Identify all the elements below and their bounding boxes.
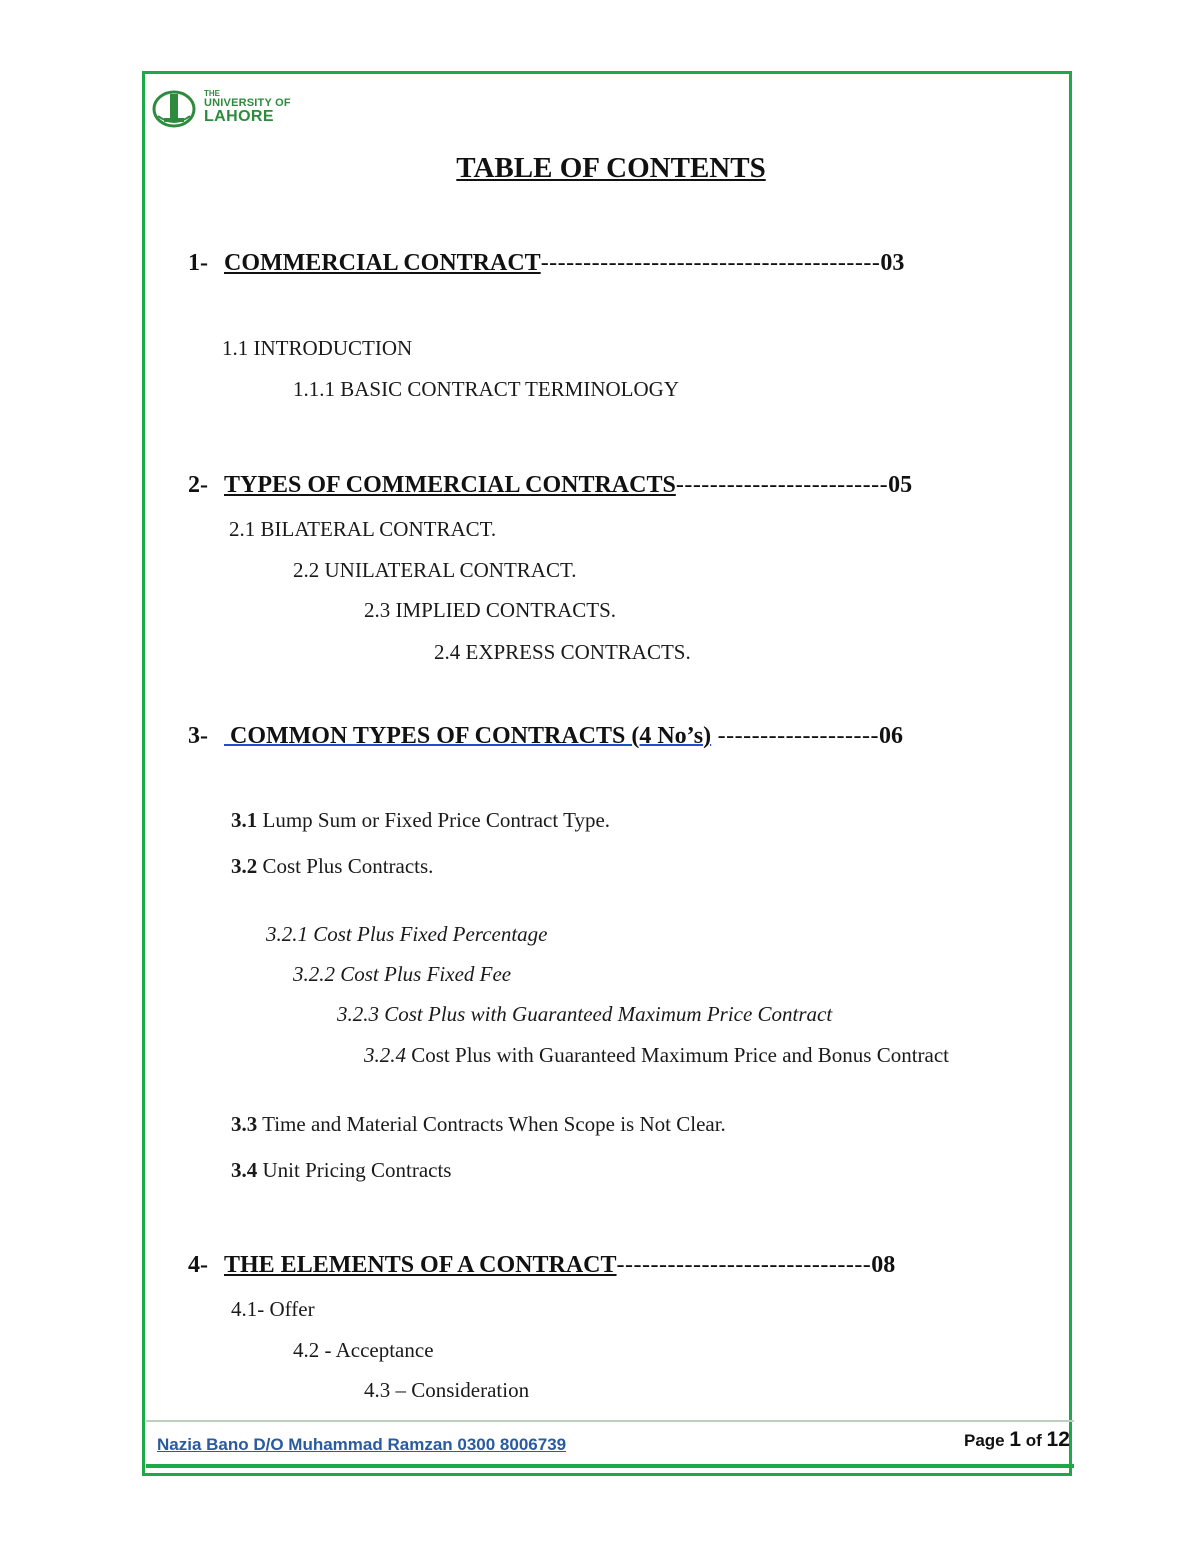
toc-leader: ---------------------------------------- bbox=[540, 250, 881, 276]
toc-entry-2-4[interactable]: 2.4 EXPRESS CONTRACTS. bbox=[434, 640, 691, 664]
logo-line1: THE bbox=[204, 89, 220, 98]
toc-entry-2-1[interactable]: 2.1 BILATERAL CONTRACT. bbox=[229, 517, 497, 541]
toc-entry-1-1[interactable]: 1.1 INTRODUCTION bbox=[222, 336, 413, 360]
toc-entry-text: Lump Sum or Fixed Price Contract Type. bbox=[257, 808, 611, 832]
toc-leader: ------------------------------ bbox=[616, 1252, 872, 1278]
toc-entry-3[interactable] bbox=[188, 723, 903, 750]
toc-entry-number: 3.2.4 bbox=[364, 1043, 406, 1067]
logo-line3: LAHORE bbox=[204, 108, 274, 125]
toc-entry-number: 4- bbox=[188, 1252, 208, 1278]
toc-leader: ------------------------- bbox=[675, 472, 889, 498]
toc-entry-1-1-1[interactable]: 1.1.1 BASIC CONTRACT TERMINOLOGY bbox=[293, 377, 679, 401]
toc-entry-4-3[interactable]: 4.3 – Consideration bbox=[364, 1378, 530, 1402]
logo-line2: UNIVERSITY OF bbox=[204, 97, 291, 109]
footer-author: Nazia Bano D/O Muhammad Ramzan 0300 8006739 bbox=[157, 1435, 567, 1454]
toc-entry-title: THE ELEMENTS OF A CONTRACT bbox=[224, 1252, 617, 1278]
toc-entry-3-4[interactable] bbox=[231, 1158, 451, 1183]
toc-entry-4-2[interactable]: 4.2 - Acceptance bbox=[293, 1338, 434, 1362]
university-logo bbox=[152, 88, 312, 130]
footer-page-total: 12 bbox=[1046, 1428, 1070, 1451]
toc-entry-3-2-2[interactable]: 3.2.2 Cost Plus Fixed Fee bbox=[293, 962, 512, 986]
toc-entry-title: COMMON TYPES OF CONTRACTS (4 No’s) bbox=[224, 723, 712, 749]
toc-entry-3-2-3[interactable]: 3.2.3 Cost Plus with Guaranteed Maximum Price Contract bbox=[337, 1002, 833, 1026]
toc-entry-3-1[interactable] bbox=[231, 808, 610, 833]
toc-entry-1[interactable] bbox=[188, 250, 904, 277]
toc-entry-text: Cost Plus with Guaranteed Maximum Price and Bonus Contract bbox=[406, 1043, 950, 1067]
toc-entry-title: COMMERCIAL CONTRACT bbox=[224, 250, 541, 276]
toc-entry-number: 2- bbox=[188, 472, 208, 498]
footer-of-word: of bbox=[1021, 1431, 1047, 1450]
toc-leader: ------------------- bbox=[711, 723, 879, 749]
toc-entry-text: Unit Pricing Contracts bbox=[257, 1158, 452, 1182]
toc-page-number: 08 bbox=[871, 1252, 896, 1278]
toc-entry-3-2[interactable] bbox=[231, 854, 433, 879]
toc-entry-4-1[interactable]: 4.1- Offer bbox=[231, 1297, 315, 1321]
footer-page-indicator bbox=[964, 1428, 1070, 1452]
toc-entry-3-2-1[interactable]: 3.2.1 Cost Plus Fixed Percentage bbox=[266, 922, 548, 946]
footer-page-number: 1 bbox=[1009, 1428, 1022, 1451]
toc-page-number: 06 bbox=[878, 723, 903, 749]
toc-page-number: 05 bbox=[888, 472, 913, 498]
toc-entry-2[interactable] bbox=[188, 472, 912, 499]
footer-page-word: Page bbox=[964, 1431, 1010, 1450]
page-title: TABLE OF CONTENTS bbox=[456, 152, 766, 184]
toc-entry-3-2-4[interactable] bbox=[364, 1043, 949, 1068]
toc-entry-2-2[interactable]: 2.2 UNILATERAL CONTRACT. bbox=[293, 558, 577, 582]
toc-entry-number: 3- bbox=[188, 723, 208, 749]
toc-entry-number: 3.2 bbox=[231, 854, 258, 878]
toc-entry-2-3[interactable]: 2.3 IMPLIED CONTRACTS. bbox=[364, 598, 617, 622]
toc-entry-4[interactable] bbox=[188, 1252, 895, 1279]
toc-page-number: 03 bbox=[880, 250, 905, 276]
toc-entry-text: Cost Plus Contracts. bbox=[257, 854, 434, 878]
toc-entry-number: 1- bbox=[188, 250, 208, 276]
toc-entry-number: 3.4 bbox=[231, 1158, 258, 1182]
toc-entry-number: 3.1 bbox=[231, 808, 258, 832]
toc-entry-text: Time and Material Contracts When Scope is Not Clear. bbox=[257, 1112, 726, 1136]
toc-entry-number: 3.3 bbox=[231, 1112, 258, 1136]
toc-entry-3-3[interactable] bbox=[231, 1112, 726, 1137]
toc-entry-title: TYPES OF COMMERCIAL CONTRACTS bbox=[224, 472, 676, 498]
